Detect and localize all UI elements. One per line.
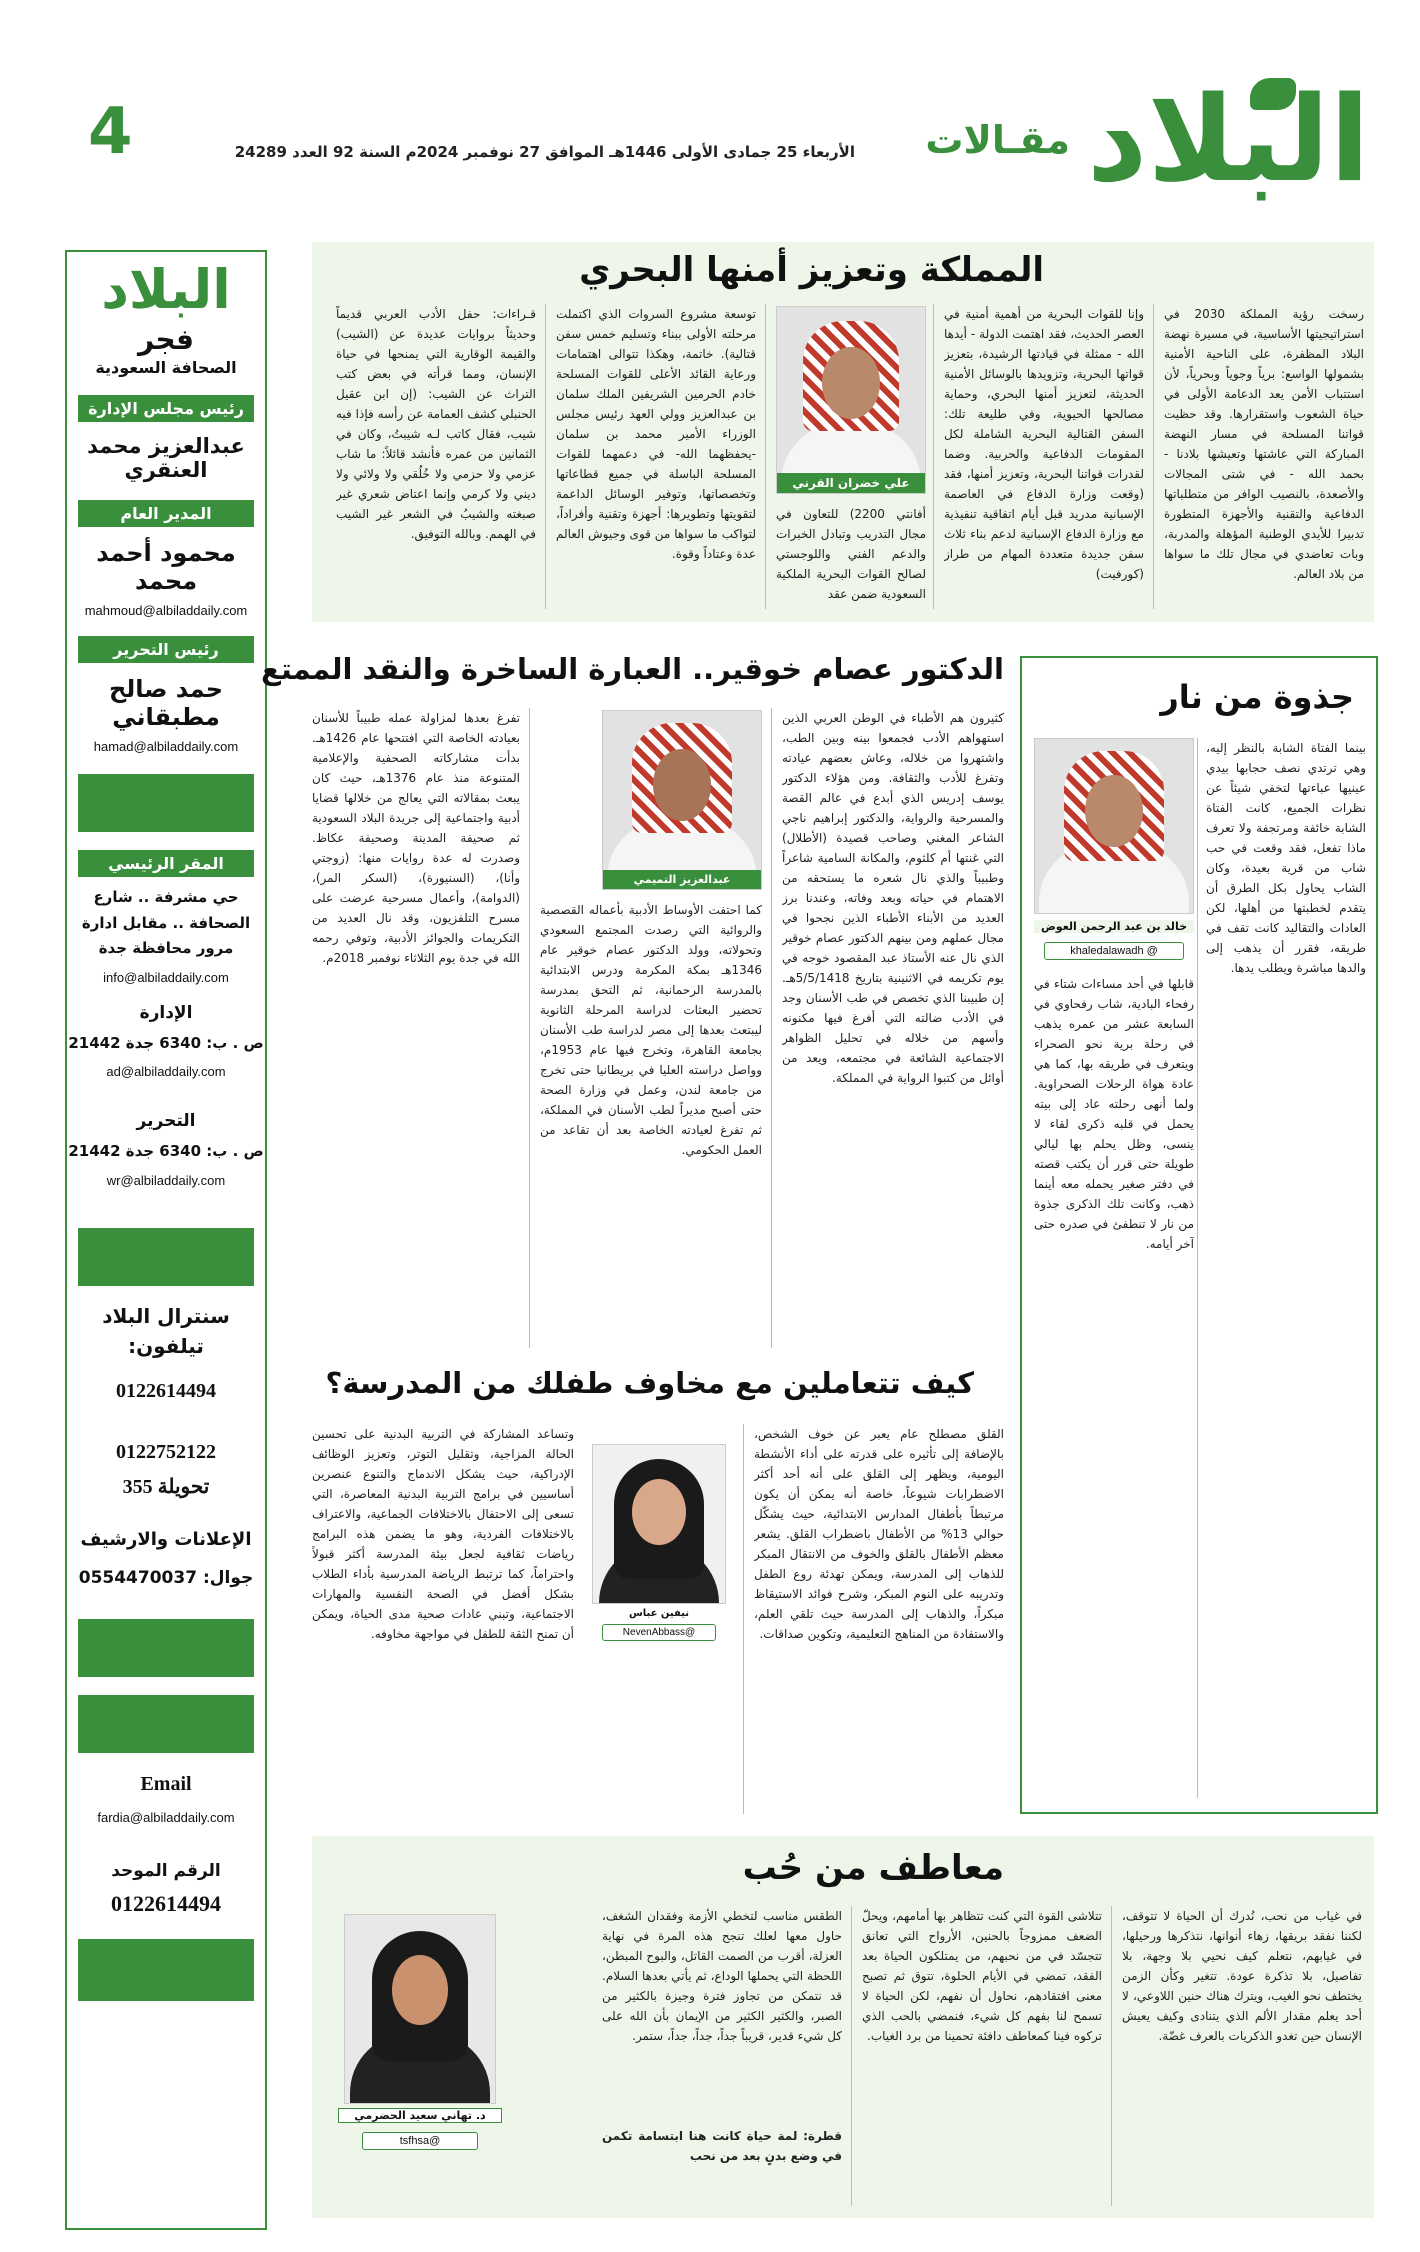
- article-column: وإنا للقوات البحرية من أهمية أمنية في العصر الحديث، فقد اهتمت الدولة - أيدها الله - ممثلة في قيادتها الرشيدة، بتعزيز قواتها البحرية، وتزويدها بالوسائل الأمنية الحديثة، لتعزيز أمنها البحري، وحماية مصالحها الحيوية، وفي طليعة تلك: السفن القتالية البحرية الشاملة لكل المقومات الدفاعية والحربية. وضما لقدرات قواتنا البحرية، وتعزيز أمنها، فقد (وقعت وزارة الدفاع في العاصمة الإسبانية مدريد قبل أيام اتفاقية تنفيذية مع وزارة الدفاع الإسبانية لدعم بناء ثلاث سفن جديدة متعددة المهام من طراز (كورفيت): [944, 307, 1144, 581]
- article-column: القلق مصطلح عام يعبر عن خوف الشخص، بالإضافة إلى تأثيره على قدرته على أداء الأنشطة اليومية، ويظهر إلى القلق على أنه أحد أكثر الاضطرابات شيوعاً، خاصة أنه يمكن أن يكون مرتبطاً بأطفال المدارس الابتدائية، حيث يشكّل حوالي 13% من الأطفال باضطراب القلق. يشعر معظم الأطفال بالقلق والخوف من الانتقال المبكر للذهاب إلى المدرسة، ويمكن تهدئة روع الطفل وتدريبه على النوم المبكر، وشرح فوائد الاستيقاظ مبكراً، والذهاب إلى المدرسة حيث تلقي العلم، والاستفادة من المناهج التعليمية، وتكوين صداقات.: [754, 1427, 1004, 1641]
- article-column: رسخت رؤية المملكة 2030 في استراتيجيتها الأساسية، في مسيرة نهضة البلاد المظفرة، على الناحية الأمنية بشمولها الواسع: برياً وجوياً وبحرياً، لأن استتباب الأمن يعد الدعامة الأولى في حياة الشعوب واستقرارها. وقد حظيت قواتنا المسلحة في مسار النهضة المباركة التي عاشتها وتعيشها بلادنا - بحمد الله - في شتى المجالات والأصعدة، بالنصيب الوافر من متطلباتها الدفاعية والتقنية والأجهزة المتطورة تدبيرا للأيدي الوطنية المؤهلة والمدربة، وبات تعاضدي في مجال تلك ما سواها من بلاد العالم.: [1164, 307, 1364, 581]
- sidebar-logo: البلاد: [101, 258, 231, 321]
- board-chair-name: عبدالعزيز محمد العنقري: [87, 434, 245, 483]
- article-headline: الدكتور عصام خوقير.. العبارة الساخرة والنقد الممتع: [261, 652, 1004, 686]
- article-headline: معاطف من حُب: [742, 1848, 1004, 1888]
- article-column: تفرغ بعدها لمزاولة عمله طبيباً للأسنان بعيادته الخاصة التي افتتحها عام 1426هـ. بدأت مشاركاته الصحفية والإعلامية المتنوعة منذ عام 1376هـ، حيث كان يبعث بمقالاته التي يعالج من خلالها قضايا أدبية واجتماعية إلى جريدة البلاد السعودية ثم صحيفة المدينة وصحيفة عكاظ. وصدرت له عدة روايات منها: (زوجتي وأنا)، (السنيورة)، (السكر المر)، (الدوامة)، وأعمال مسرحية عرضت على مسرح التلفزيون، وقد نال العديد من التكريمات والجوائز الأدبية، وتوفي رحمه الله في جدة يوم الثلاثاء نوفمبر 2018م.: [312, 711, 520, 965]
- editor-in-chief-name: حمد صالح مطبقاني: [108, 675, 224, 732]
- article-headline: كيف تتعاملين مع مخاوف طفلك من المدرسة؟: [325, 1366, 974, 1400]
- mobile-number[interactable]: جوال: 0554470037: [78, 1567, 254, 1588]
- phone-number-1[interactable]: 0122614494: [116, 1379, 216, 1402]
- page-number: 4: [88, 95, 133, 169]
- phone-label: تيلفون:: [128, 1333, 204, 1358]
- sidebar-green-block: [78, 1939, 254, 2001]
- sidebar-green-block: [78, 774, 254, 832]
- sidebar-green-block: [78, 1228, 254, 1286]
- phone-extension: تحويلة 355: [122, 1475, 210, 1498]
- article-column: كما احتفت الأوساط الأدبية بأعماله القصصية والروائية التي رصدت المجتمع السعودي وتحولاته، وولد الدكتور عصام خوقير عام 1346هـ بمكة المكرمة ودرس الابتدائية بالمدرسة الرحمانية، ثم التحق بمدرسة تحضير البعثات لدراسة المرحلة الثانوية ليبتعث بعدها إلى مصر لدراسة طب الأسنان بجامعة القاهرة، وتخرج فيها عام 1953م، وواصل دراسته العليا في بريطانيا حتى تخرج من جامعة لندن، وعمل في وزارة الصحة حتى أصبح مديراً لطب الأسنان في المملكة، ثم تفرغ لعيادته الخاصة بعد أن تقاعد من العمل الحكومي.: [540, 903, 762, 1157]
- article-column: تتلاشى القوة التي كنت تتظاهر بها أمامهم، ويحلّ الضعف ممزوجاً بالحنين، الأرواح التي تعانق تتجسّد في من نحبهم، من يمتلكون الحياة بعد الفقد، تمضي في الأيام الحلوة، تتوق ثم تصبح معنى افتقادهم، نحاول أن نفهم، لكن الحياة لا تسمح لنا بفهم كل شيء، فنمضي بالحب الذي تركوه فينا كمعاطف دافئة تحمينا من برد الغياب.: [862, 1909, 1102, 2043]
- author-photo: [1034, 738, 1194, 914]
- administration-label: الإدارة: [139, 1002, 193, 1023]
- author-name: علي خضران القرني: [777, 473, 925, 493]
- section-title: مقـالات: [925, 118, 1070, 162]
- unified-number-label: الرقم الموحد: [111, 1860, 221, 1881]
- article-column: قطرة: لمة حياة كانت هنا ابتسامة تكمن في وضع بدنٍ بعد من نحب: [602, 2129, 842, 2163]
- author-name: خالد بن عبد الرحمن العوض: [1034, 920, 1194, 933]
- editor-in-chief-email[interactable]: hamad@albiladdaily.com: [93, 739, 239, 755]
- author-handle[interactable]: @ khaledalawadh: [1044, 942, 1184, 960]
- article-column: توسعة مشروع السروات الذي اكتملت مرحلته الأولى ببناء وتسليم خمس سفن قتالية). خاتمة، وهكذا تتوالى اهتمامات ورعاية القائد الأعلى للقوات المسلحة خادم الحرمين الشريفين الملك سلمان بن عبدالعزيز وولي العهد رئيس مجلس الوزراء الأمير محمد بن سلمان -يحفظهما الله- في دعمهما للقوات المسلحة الباسلة في جميع قطاعاتها وتخصصاتها، وتوفير الوسائل الداعمة لتقويتها وتطويرها: أجهزة وتقنية وأفراداً، لتواكب ما سواها من قوى وجيوش العالم عدة وعتاداً وقوة.: [556, 307, 756, 561]
- author-name: عبدالعزيز التميمي: [603, 870, 761, 889]
- article-column: أفانتي 2200) للتعاون في مجال التدريب وتبادل الخبرات والدعم الفني واللوجستي لصالح القوات البحرية الملكية السعودية ضمن عقد: [776, 507, 926, 601]
- board-chair-label: رئيس مجلس الإدارة: [78, 395, 254, 422]
- article-dr-essam-khoqeer: [261, 650, 1004, 1350]
- author-photo: [776, 306, 926, 494]
- central-label: سنترال البلاد: [102, 1303, 230, 1328]
- author-name: نيفين عباس: [628, 1608, 690, 1619]
- unified-number[interactable]: 0122614494: [111, 1890, 221, 1916]
- article-child-school-fears: [312, 1362, 1004, 1822]
- author-handle[interactable]: @NevenAbbass: [602, 1624, 716, 1641]
- article-column: بينما الفتاة الشابة بالنظر إليه، وهي ترتدي نصف حجابها بيدي عينيها عباءتها لتخفي شيئاً عن نظرات الجميع، كانت الفتاة الشابة خائفة ومرتجفة ولا تعرف ماذا تفعل، فقد وقعت في حب شاب من قرية بعيدة، وكان الشاب يحاول بكل الطرق أن يتقدم لخطبتها من أهلها، لكن العادات والتقاليد كانت تقف في طريقه، فقرر أن يذهب إلى والدها مباشرة ويطلب يدها.: [1206, 741, 1366, 975]
- email-label: Email: [140, 1772, 192, 1795]
- masthead-sidebar: [65, 250, 267, 2230]
- editorial-label: التحرير: [136, 1111, 196, 1132]
- issue-date-line: الأربعاء 25 جمادى الأولى 1446هـ الموافق 27 نوفمبر 2024م السنة 92 العدد 24289: [234, 143, 855, 161]
- article-headline: جذوة من نار: [1160, 678, 1354, 716]
- article-coats-of-love: [312, 1836, 1374, 2218]
- author-handle[interactable]: @tsfhsa: [362, 2132, 478, 2150]
- author-photo: [344, 1914, 496, 2104]
- editor-in-chief-label: رئيس التحرير: [78, 636, 254, 663]
- author-name: د. تهاني سعيد الحضرمي: [338, 2108, 502, 2123]
- editorial-po-box: ص . ب: 6340 جدة 21442: [68, 1142, 264, 1161]
- article-headline: المملكة وتعزيز أمنها البحري: [579, 250, 1044, 290]
- administration-po-box: ص . ب: 6340 جدة 21442: [68, 1033, 264, 1052]
- article-column: قـراءات: حفل الأدب العربي قديماً وحديثاً بروايات عديدة عن (الشيب) والقيمة الوقارية التي يمنحها في حياة الإنسان، ومما قرأته في بعض كتب التراث عن الشيب: (إن ابن عقيل الحنبلي كشف العمامة عن رأسه فإذا فيه شيب، فقال كاتب لـه شيبتُ، وكان في الثمانين من عمره فأنشد قائلاً: ما شاب عزمي ولا حزمي ولا خُلُقي ولا ولائي ولا ديني ولا كرمي وإنما اعتاض شعري غير صبغته والشيبُ في الشعر غير الشيب في الهمم. وبالله التوفيق.: [336, 307, 536, 541]
- article-column: قابلها في أحد مساءات شتاء في رفحاء البادية، شاب رفحاوي في السابعة عشر من عمره يذهب في رحلة برية نحو الصحراء ويتعرف في طريقه بها، كما هي عادة هواة الرحلات الصحراوية. ولما أنهى رحلته عاد إلى بيته يحمل في قلبه ذكرى لقاء لا ينسى، وظل يحلم بها ليالي طويلة حتى قرر أن يكتب قصته في دفتر صغير يحمله معه أينما ذهب، وكانت تلك الذكرى جذوة من نار لا تنطفئ في صدره حتى آخر أيامه.: [1034, 977, 1194, 1251]
- logo-text: البلاد: [1086, 70, 1370, 208]
- author-photo: [602, 710, 762, 890]
- general-manager-email[interactable]: mahmoud@albiladdaily.com: [84, 603, 248, 619]
- sidebar-green-block: [78, 1695, 254, 1753]
- article-column: وتساعد المشاركة في التربية البدنية على تحسين الحالة المزاجية، وتقليل التوتر، وتعزيز الوظائف الإدراكية، حيث يشكل الاندماج والتنوع عنصرين أساسيين في برامج التربية البدنية المعاصرة، التي تسعى إلى الاحتفال بالاختلافات الجماعية، والاعتراف بالاختلافات الفردية، وهو ما يضمن هذه البرامج رياضات ثقافية لجعل بيئة المدرسة أكثر قبولاً واحتراماً، كما ترتبط الرياضة المدرسية بأداء الطلاب بشكل أفضل في الصحة النفسية والمهارات الاجتماعية، وتبني عادات صحية مدى الحياة، ويمكن أن تمنح الثقة للطفل في مواجهة مخاوفه.: [312, 1427, 574, 1641]
- sidebar-slogan-title: فجر: [138, 323, 194, 357]
- administration-email[interactable]: ad@albiladdaily.com: [106, 1064, 226, 1080]
- sidebar-slogan-sub: الصحافة السعودية: [95, 358, 237, 378]
- sidebar-green-block: [78, 1619, 254, 1677]
- phone-number-2[interactable]: 0122752122: [116, 1440, 216, 1463]
- editorial-email[interactable]: wr@albiladdaily.com: [106, 1172, 226, 1188]
- headquarters-label: المقر الرئيسي: [78, 850, 254, 877]
- ads-archive-label: الإعلانات والارشيف: [80, 1528, 252, 1550]
- article-ember-of-fire: [1020, 656, 1378, 1814]
- article-column: في غياب من نحب، نُدرك أن الحياة لا تتوقف، لكننا نفقد بريقها، زهاء أنوانها، نتذكرها ورحيلها، في غيابهم، نتعلم كيف نحيي بلا وجهة، بلا تفاصيل، بلا تذكرة عودة. تتغير وكأن الزمن يختطف نحو الغيب، ويترك هناك حنين اللاوعي، لا أحد يعلم مقدار الألم الذي يتنادى وكيف يعيش الإنسان حين تغدو الذكريات بالعرف غضّة.: [1122, 1909, 1362, 2043]
- general-manager-label: المدير العام: [78, 500, 254, 527]
- headquarters-address: حي مشرفة .. شارع الصحافة .. مقابل ادارة مرور محافظة جدة: [81, 888, 251, 958]
- headquarters-email[interactable]: info@albiladdaily.com: [103, 969, 229, 985]
- article-column: كثيرون هم الأطباء في الوطن العربي الذين استهواهم الأدب فجمعوا بينه وبين الطب، واشتهروا من خلاله، وعاش بعضهم عيادته وتفرغ للأدب والثقافة. ومن هؤلاء الدكتور يوسف إدريس الذي أبدع في عالم القصة والمسرحية والرواية، والدكتور إبراهيم ناجي الشاعر المغني وصاحب قصيدة (الأطلال) التي غنتها أم كلثوم، والمكانة السامية شاعراً وطبيباً والذي نال شعره ما يستحقه من الاهتمام في حياته وبعد وفاته، وعندنا برز العديد من الأبناء الأطباء الذين نجحوا في مجال عملهم ومن بينهم الدكتور عصام خوقير الذي نال عنه الأستاذ عبد المقصود خوجه في يوم تكريمه في الاثنينية بتاريخ 5/5/1418هـ. إن طبيبنا الذي تخصص في طب الأسنان وجد في الأدب ضالته التي أفرغ فيها مكنونه وأسهم من خلاله في تحليل الظواهر الاجتماعية الشائعة في مجتمعه، ويعد من أوائل من كتبوا الرواية في المملكة.: [782, 711, 1004, 1085]
- general-manager-name: محمود أحمد محمد: [96, 539, 236, 596]
- newspaper-logo: [1086, 70, 1370, 210]
- author-photo: [592, 1444, 726, 1604]
- article-maritime-security: [312, 242, 1374, 622]
- article-column: الطقس مناسب لتخطي الأزمة وفقدان الشغف، حاول معها لعلك تنجح هذه المرة في نهاية العزلة، أقرب من الصمت القاتل، والبوح المبطن، اللحظة التي يحملها الوداع، ثم يأتي بعدها السلام. قد نتمكن من تجاوز فترة وجيزة بالكثير من الصبر، والكثير الكثير من الإيمان بأن الله على كل شيء قدير، قريباً جداً، جداً، جداً، ستمر.: [602, 1909, 842, 2043]
- contact-email[interactable]: fardia@albiladdaily.com: [97, 1809, 235, 1825]
